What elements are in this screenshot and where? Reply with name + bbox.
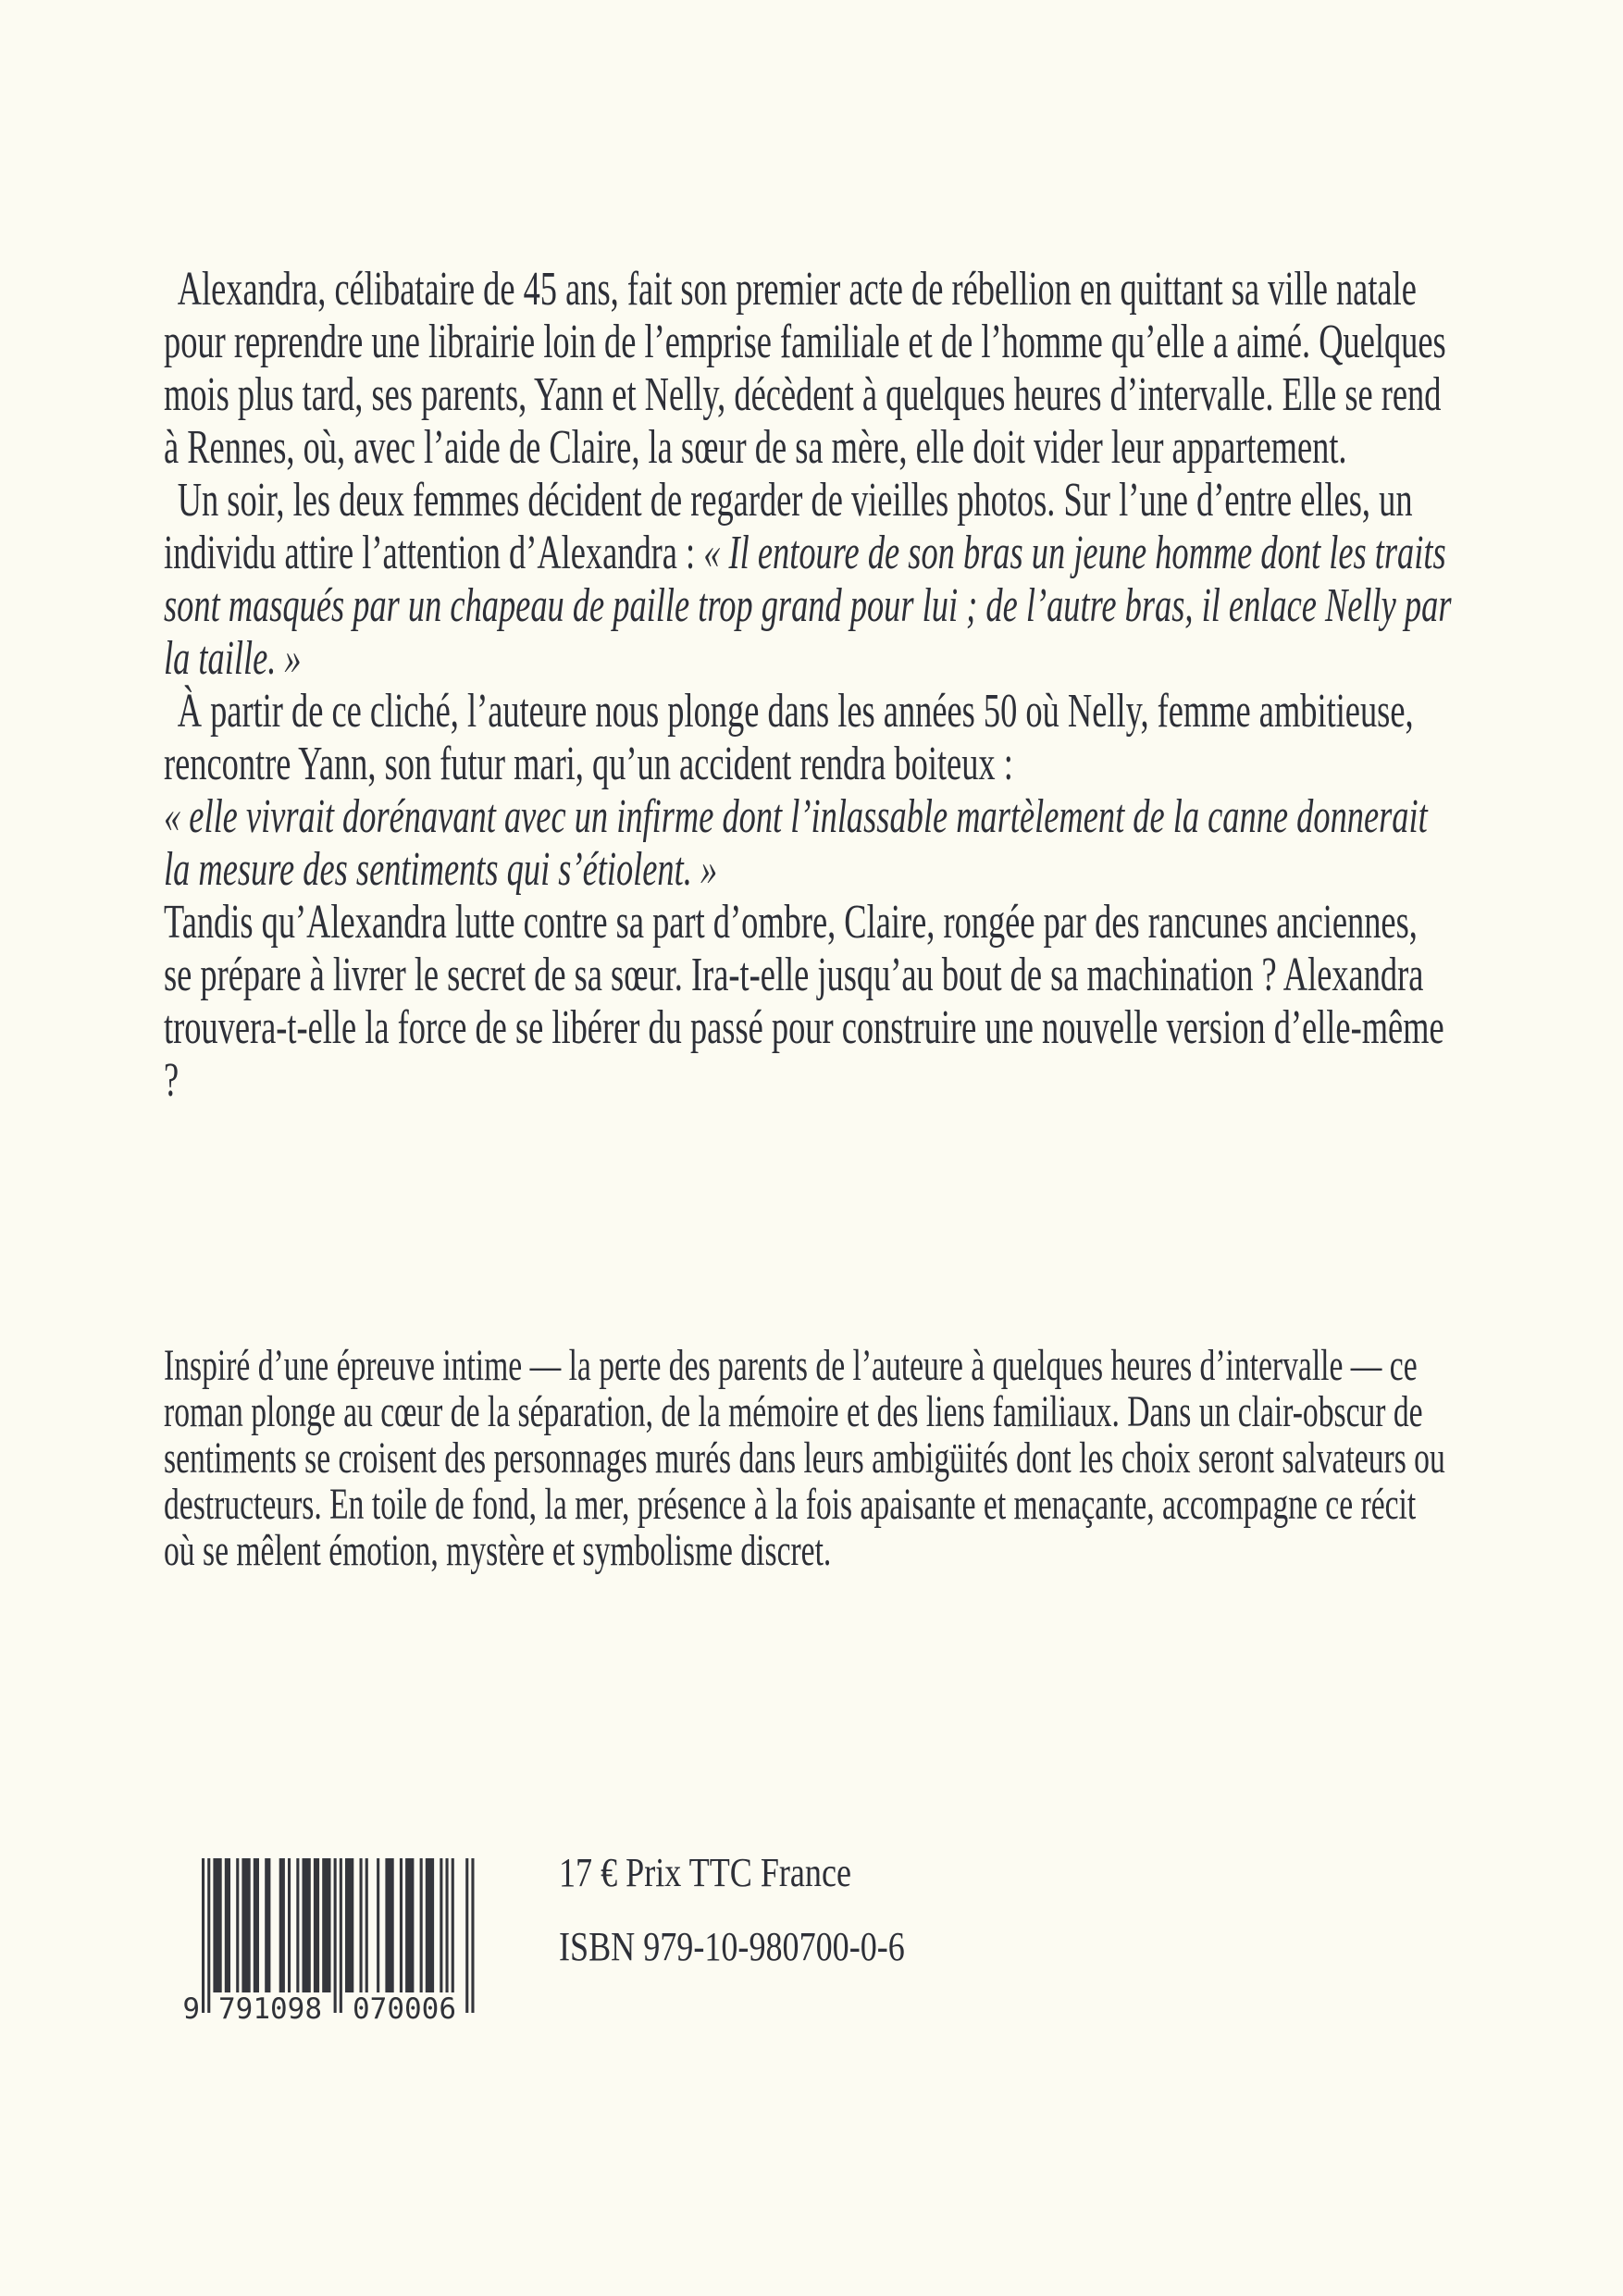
synopsis-paragraph-1 bbox=[164, 263, 1453, 474]
paragraph-text: Tandis qu’Alexandra lutte contre sa part d’ombre, Claire, rongée par des rancunes anciennes, se prépare à livrer le secret de sa sœur. Ira-t-elle jusqu’au bout de sa machination ? Alexandra trouvera-t-elle la force de se libérer du passé pour construire une nouvelle version d’elle-même ? bbox=[164, 896, 1444, 1107]
barcode-digits-right-group: 070006 bbox=[353, 1992, 456, 2026]
paragraph-text: Alexandra, célibataire de 45 ans, fait son premier acte de rébellion en quittant sa ville natale pour reprendre une librairie loin de l’emprise familiale et de l’homme qu’elle a aimé. Quelques mois plus tard, ses parents, Yann et Nelly, décèdent à quelques heures d’intervalle. Elle se rend à Rennes, où, avec l’aide de Claire, la sœur de sa mère, elle doit vider leur appartement. bbox=[164, 263, 1446, 474]
price-label: 17 € Prix TTC France bbox=[559, 1850, 852, 1895]
barcode-bars bbox=[202, 1858, 475, 2014]
synopsis-text-block bbox=[164, 263, 1453, 1107]
synopsis-paragraph-4 bbox=[164, 896, 1453, 1107]
quote-italic-text: « Il entoure de son bras un jeune homme dont les traits sont masqués par un chapeau de paille trop grand pour lui ; de l’autre bras, il enlace Nelly par la taille. » bbox=[164, 527, 1452, 685]
synopsis-paragraph-2 bbox=[164, 474, 1453, 685]
paragraph-text: Un soir, les deux femmes décident de regarder de vieilles photos. Sur l’une d’entre elles, un individu attire l’attention d’Alexandra : bbox=[164, 474, 1413, 579]
barcode-digit-first: 9 bbox=[182, 1992, 200, 2026]
pitch-text-block bbox=[164, 1343, 1450, 1574]
barcode-digits-left-group: 791098 bbox=[218, 1992, 322, 2026]
synopsis-paragraph-3 bbox=[164, 685, 1453, 896]
quote-italic-text: « elle vivrait dorénavant avec un infirme dont l’inlassable martèlement de la canne donnerait la mesure des sentiments qui s’étiolent. » bbox=[164, 790, 1428, 896]
isbn-label: ISBN 979-10-980700-0-6 bbox=[559, 1924, 905, 1969]
pitch-paragraph: Inspiré d’une épreuve intime — la perte des parents de l’auteure à quelques heures d’intervalle — ce roman plonge au cœur de la séparation, de la mémoire et des liens familiaux. Dans un clair-obscur de sentiments se croisent des personnages murés dans leurs ambigüités dont les choix seront salvateurs ou destructeurs. En toile de fond, la mer, présence à la fois apaisante et menaçante, accompagne ce récit où se mêlent émotion, mystère et symbolisme discret. bbox=[164, 1341, 1445, 1575]
paragraph-text: À partir de ce cliché, l’auteure nous plonge dans les années 50 où Nelly, femme ambitieuse, rencontre Yann, son futur mari, qu’un accident rendra boiteux : bbox=[164, 685, 1414, 790]
ean13-barcode bbox=[176, 1858, 486, 2029]
